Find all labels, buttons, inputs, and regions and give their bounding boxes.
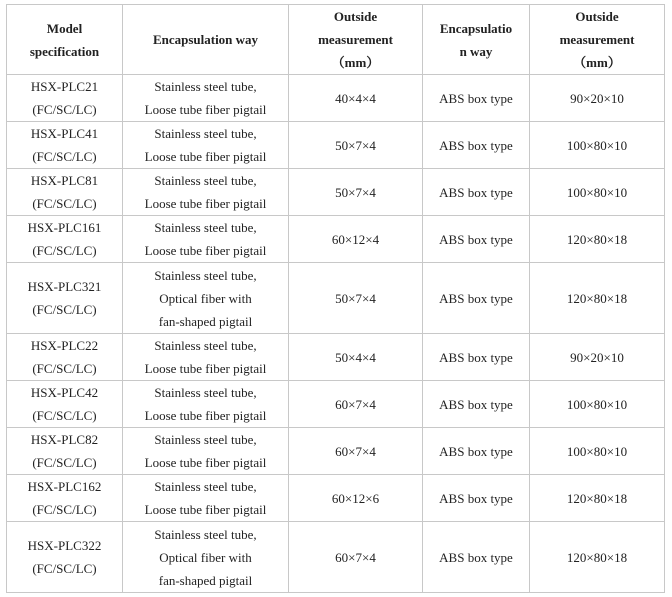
table-row [7,122,665,169]
cell-encapsulation-2: ABS box type [423,428,530,475]
table-row [7,169,665,216]
cell-encapsulation-2: ABS box type [423,334,530,381]
header-row [7,5,665,75]
cell-encapsulation: Stainless steel tube, Optical fiber with fan-shaped pigtail [123,522,289,593]
table-row [7,522,665,593]
cell-encapsulation: Stainless steel tube, Loose tube fiber pigtail [123,475,289,522]
cell-measurement: 40×4×4 [289,75,423,122]
cell-measurement: 50×7×4 [289,122,423,169]
cell-model: HSX-PLC162 (FC/SC/LC) [7,475,123,522]
table-row [7,263,665,334]
header-encapsulation-way-2: Encapsulatio n way [423,5,530,75]
table-row [7,75,665,122]
cell-model: HSX-PLC82 (FC/SC/LC) [7,428,123,475]
cell-encapsulation: Stainless steel tube, Loose tube fiber pigtail [123,216,289,263]
cell-model: HSX-PLC321 (FC/SC/LC) [7,263,123,334]
cell-encapsulation-2: ABS box type [423,522,530,593]
spec-table [6,4,665,593]
cell-measurement: 50×7×4 [289,263,423,334]
cell-measurement: 60×7×4 [289,428,423,475]
cell-measurement-2: 100×80×10 [530,428,665,475]
cell-measurement: 60×12×6 [289,475,423,522]
cell-encapsulation-2: ABS box type [423,263,530,334]
cell-encapsulation-2: ABS box type [423,169,530,216]
cell-measurement-2: 100×80×10 [530,169,665,216]
cell-model: HSX-PLC21 (FC/SC/LC) [7,75,123,122]
cell-model: HSX-PLC22 (FC/SC/LC) [7,334,123,381]
cell-measurement: 60×7×4 [289,381,423,428]
cell-model: HSX-PLC161 (FC/SC/LC) [7,216,123,263]
cell-model: HSX-PLC41 (FC/SC/LC) [7,122,123,169]
cell-encapsulation-2: ABS box type [423,122,530,169]
cell-model: HSX-PLC42 (FC/SC/LC) [7,381,123,428]
cell-encapsulation: Stainless steel tube, Loose tube fiber pigtail [123,122,289,169]
cell-measurement: 50×7×4 [289,169,423,216]
header-outside-measurement: Outside measurement （mm） [289,5,423,75]
table-row [7,428,665,475]
cell-measurement-2: 120×80×18 [530,263,665,334]
cell-encapsulation: Stainless steel tube, Optical fiber with fan-shaped pigtail [123,263,289,334]
table-row [7,381,665,428]
cell-encapsulation: Stainless steel tube, Loose tube fiber pigtail [123,169,289,216]
header-outside-measurement-2: Outside measurement （mm） [530,5,665,75]
cell-encapsulation: Stainless steel tube, Loose tube fiber pigtail [123,75,289,122]
cell-measurement-2: 90×20×10 [530,334,665,381]
table-row [7,475,665,522]
cell-measurement: 50×4×4 [289,334,423,381]
cell-measurement: 60×12×4 [289,216,423,263]
header-model-specification: Model specification [7,5,123,75]
cell-encapsulation-2: ABS box type [423,381,530,428]
cell-model: HSX-PLC81 (FC/SC/LC) [7,169,123,216]
cell-measurement-2: 100×80×10 [530,381,665,428]
table-row [7,216,665,263]
cell-measurement-2: 90×20×10 [530,75,665,122]
cell-encapsulation-2: ABS box type [423,475,530,522]
header-encapsulation-way: Encapsulation way [123,5,289,75]
cell-measurement-2: 120×80×18 [530,216,665,263]
cell-measurement-2: 120×80×18 [530,475,665,522]
cell-measurement-2: 100×80×10 [530,122,665,169]
cell-encapsulation: Stainless steel tube, Loose tube fiber pigtail [123,334,289,381]
cell-encapsulation-2: ABS box type [423,75,530,122]
cell-encapsulation: Stainless steel tube, Loose tube fiber pigtail [123,428,289,475]
cell-encapsulation: Stainless steel tube, Loose tube fiber pigtail [123,381,289,428]
spec-table-container [6,4,665,593]
cell-model: HSX-PLC322 (FC/SC/LC) [7,522,123,593]
table-row [7,334,665,381]
cell-measurement: 60×7×4 [289,522,423,593]
cell-measurement-2: 120×80×18 [530,522,665,593]
cell-encapsulation-2: ABS box type [423,216,530,263]
